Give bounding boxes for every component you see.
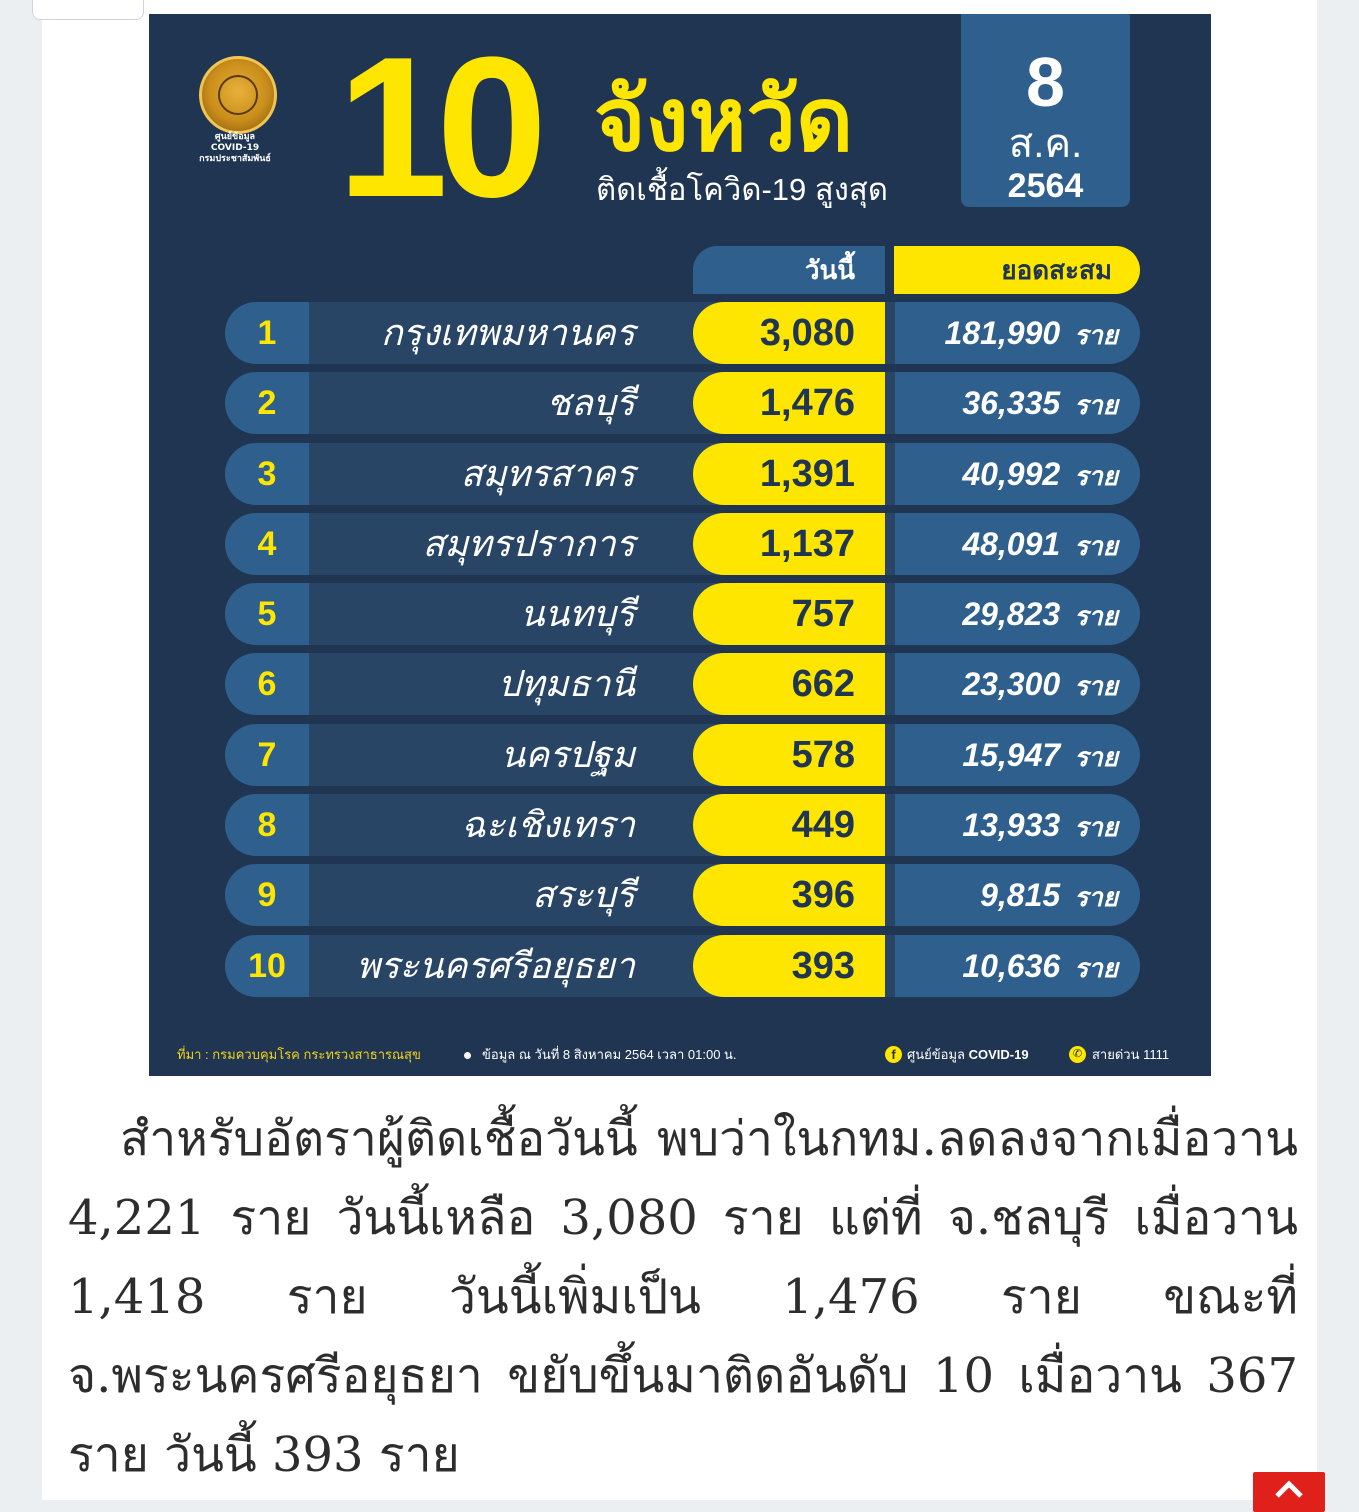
rank-cell: 10 [225, 935, 309, 997]
total-cell [895, 372, 1140, 434]
rank-cell: 8 [225, 794, 309, 856]
total-count: 9,815 [980, 877, 1061, 914]
total-cell [895, 935, 1140, 997]
top-tab[interactable] [32, 0, 144, 20]
date-year: 2564 [1007, 167, 1084, 205]
province-name: ปทุมธานี [497, 663, 635, 705]
table-row [225, 935, 1140, 997]
province-name: กรุงเทพมหานคร [380, 312, 635, 353]
footer-center-prefix: ศูนย์ข้อมูล [907, 1047, 965, 1062]
unit-label: ราย [1074, 812, 1118, 843]
today-count: 393 [693, 935, 885, 997]
seal-inner-ring [218, 75, 258, 115]
total-cell [895, 864, 1140, 926]
rank-cell: 3 [225, 443, 309, 505]
column-header-today: วันนี้ [693, 246, 885, 294]
date-badge [961, 14, 1130, 207]
infographic-subtitle: ติดเชื้อโควิด-19 สูงสุด [596, 172, 888, 207]
table-row [225, 724, 1140, 786]
article-paragraph: สำหรับอัตราผู้ติดเชื้อวันนี้ พบว่าในกทม.ลดลงจากเมื่อวาน 4,221 ราย วันนี้เหลือ 3,080 ราย แต่ที่ จ.ชลบุรี เมื่อวาน 1,418 ราย วันนี้เพิ่มเป็น 1,476 ราย ขณะที่ จ.พระนครศรีอยุธยา ขยับขึ้นมาติดอันดับ 10 เมื่อวาน 367 ราย วันนี้ 393 ราย [68, 1111, 1298, 1483]
today-count: 396 [693, 864, 885, 926]
rank-cell: 2 [225, 372, 309, 434]
logo-caption-line1: ศูนย์ข้อมูล [214, 132, 256, 142]
total-count: 181,990 [944, 315, 1061, 351]
total-count: 13,933 [962, 807, 1061, 844]
province-name: พระนครศรีอยุธยา [356, 944, 635, 986]
total-count: 48,091 [962, 525, 1061, 562]
rank-cell: 9 [225, 864, 309, 926]
province-name: ฉะเชิงเทรา [461, 804, 635, 846]
table-row [225, 443, 1140, 505]
today-count: 449 [693, 794, 885, 856]
footer-hotline: สายด่วน 1111 [1092, 1047, 1170, 1062]
rank-cell: 5 [225, 583, 309, 645]
province-name: สระบุรี [532, 874, 635, 916]
total-cell [895, 443, 1140, 505]
footer-source: ที่มา : กรมควบคุมโรค กระทรวงสาธารณสุข [177, 1047, 421, 1062]
total-cell [895, 794, 1140, 856]
table-row [225, 302, 1140, 364]
logo-caption [185, 132, 285, 165]
scroll-to-top-button[interactable] [1253, 1472, 1325, 1512]
table-row [225, 864, 1140, 926]
total-cell [895, 513, 1140, 575]
footer-center-name: COVID-19 [968, 1047, 1029, 1062]
total-count: 23,300 [962, 666, 1061, 703]
today-count: 1,137 [693, 513, 885, 575]
big-number: 10 [337, 16, 536, 239]
province-name: นนทบุรี [519, 593, 635, 635]
total-count: 29,823 [962, 596, 1061, 633]
today-count: 578 [693, 724, 885, 786]
table-row [225, 583, 1140, 645]
province-table [225, 302, 1140, 1005]
covid-infographic [149, 14, 1211, 1076]
total-cell [895, 302, 1140, 364]
province-name: สมุทรสาคร [460, 452, 635, 494]
facebook-icon: f [885, 1046, 902, 1063]
unit-label: ราย [1074, 601, 1118, 632]
unit-label: ราย [1074, 882, 1118, 913]
date-month: ส.ค. [1008, 122, 1083, 166]
today-count: 1,476 [693, 372, 885, 434]
unit-label: ราย [1074, 390, 1118, 421]
chevron-up-icon [1273, 1478, 1305, 1500]
footer-bullet [464, 1052, 471, 1059]
province-name: สมุทรปราการ [422, 522, 635, 564]
logo-caption-line2: COVID-19 [210, 143, 260, 153]
today-count: 662 [693, 653, 885, 715]
date-day: 8 [1026, 43, 1065, 121]
unit-label: ราย [1074, 320, 1118, 350]
today-count: 757 [693, 583, 885, 645]
column-header-total: ยอดสะสม [894, 246, 1140, 294]
rank-cell: 7 [225, 724, 309, 786]
province-name: นครปฐม [500, 733, 635, 775]
rank-cell: 1 [225, 302, 309, 364]
footer-datetime: ข้อมูล ณ วันที่ 8 สิงหาคม 2564 เวลา 01:00 น. [482, 1047, 737, 1062]
department-seal-icon [199, 56, 277, 134]
table-row [225, 653, 1140, 715]
total-count: 36,335 [962, 385, 1061, 422]
today-count: 1,391 [693, 443, 885, 505]
table-row [225, 513, 1140, 575]
today-count: 3,080 [693, 302, 885, 364]
unit-label: ราย [1074, 952, 1118, 983]
infographic-footer [177, 1044, 1187, 1066]
total-cell [895, 653, 1140, 715]
total-count: 40,992 [962, 455, 1061, 492]
table-row [225, 372, 1140, 434]
rank-cell: 6 [225, 653, 309, 715]
unit-label: ราย [1074, 741, 1118, 772]
total-count: 15,947 [962, 736, 1061, 773]
unit-label: ราย [1074, 530, 1118, 561]
unit-label: ราย [1074, 460, 1118, 491]
footer-center [907, 1044, 1029, 1066]
total-count: 10,636 [962, 947, 1061, 984]
logo-caption-line3: กรมประชาสัมพันธ์ [199, 154, 271, 164]
phone-icon: ✆ [1069, 1046, 1086, 1063]
total-cell [895, 724, 1140, 786]
province-name: ชลบุรี [546, 382, 635, 424]
unit-label: ราย [1074, 671, 1118, 702]
total-cell [895, 583, 1140, 645]
infographic-title: จังหวัด [594, 70, 854, 169]
rank-cell: 4 [225, 513, 309, 575]
table-row [225, 794, 1140, 856]
